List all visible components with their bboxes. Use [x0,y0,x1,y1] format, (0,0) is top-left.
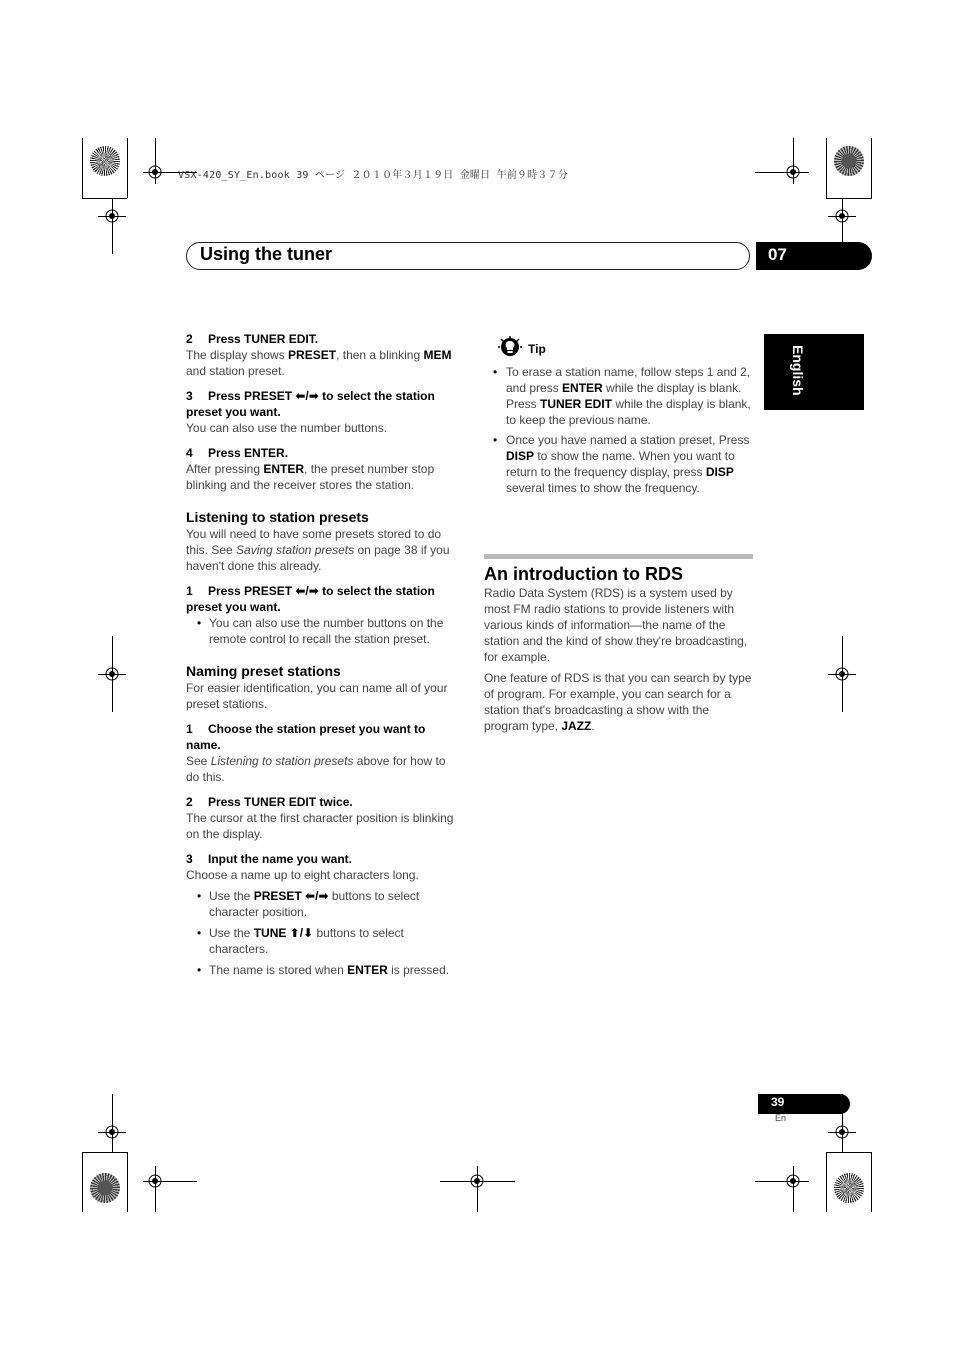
step-title: Press TUNER EDIT twice. [208,795,353,809]
step-title: Press TUNER EDIT. [208,332,319,346]
registration-target-icon [102,664,122,684]
color-calibration-disc-icon [90,1173,120,1203]
step-heading [186,583,462,615]
registration-target-icon [783,1171,803,1191]
crop-mark [127,1152,128,1212]
color-calibration-disc-icon [834,146,864,176]
step-heading [186,388,462,420]
rds-section [484,563,754,734]
body-text: For easier identification, you can name all of your preset stations. [186,681,448,711]
section-heading: An introduction to RDS [484,564,683,584]
color-calibration-disc-icon [834,1173,864,1203]
registration-target-icon [467,1171,487,1191]
registration-target-icon [832,664,852,684]
step-title: Press PRESET ⬅/➡ to select the station preset you want. [186,389,435,419]
page-number: 39 [771,1095,785,1109]
chapter-number: 07 [768,245,787,264]
list-item: • To erase a station name, follow steps 1 and 2, and press ENTER while the display is blank. Press TUNER EDIT while the display is blank, to keep the previous name. [484,364,754,428]
step-number: 4 [186,446,193,460]
registration-target-icon [832,206,852,226]
body-text: One feature of RDS is that you can search by type of program. For example, you can search for a station that's broadcasting a show with the program type, JAZZ. [484,671,752,733]
crop-mark [82,138,83,198]
language-tab [764,334,864,410]
crop-mark [82,1152,83,1212]
step-number: 1 [186,722,193,736]
registration-target-icon [783,162,803,182]
list-item: • Use the TUNE ⬆/⬇ buttons to select characters. [186,925,462,957]
section-heading: Naming preset stations [186,663,341,679]
body-text: After pressing ENTER, the preset number stop blinking and the receiver stores the station. [186,462,435,492]
body-text: You will need to have some presets stored to do this. See Saving station presets on page 38 if you haven't done this already. [186,527,450,573]
lightbulb-tip-icon [498,336,522,360]
left-column [186,331,462,978]
step-heading [186,851,462,867]
step-heading [186,445,462,461]
registration-target-icon [145,162,165,182]
crop-mark [82,198,127,199]
step-number: 1 [186,584,193,598]
crop-mark [826,138,827,198]
body-text: Choose a name up to eight characters long. [186,868,419,882]
step-title: Press ENTER. [208,446,289,460]
body-text: You can also use the number buttons. [186,421,388,435]
step-number: 2 [186,332,193,346]
crop-mark [826,198,872,199]
body-text: See Listening to station presets above for how to do this. [186,754,446,784]
page-language: En [775,1113,787,1123]
step-heading [186,331,462,347]
list-item: • The name is stored when ENTER is pressed. [186,962,462,978]
section-divider [484,554,753,559]
crop-mark [826,1152,827,1212]
list-item: • You can also use the number buttons on the remote control to recall the station preset. [186,615,462,647]
body-text: Radio Data System (RDS) is a system used by most FM radio stations to provide listeners with various kinds of information—the name of the station and the kind of show they're broadcasting, for example. [484,586,748,664]
language-label: English [790,345,806,396]
step-number: 2 [186,795,193,809]
step-title: Choose the station preset you want to name. [186,722,426,752]
crop-mark [127,138,128,198]
body-text: The cursor at the first character position is blinking on the display. [186,811,454,841]
step-heading [186,794,462,810]
body-text: The display shows PRESET, then a blinking MEM and station preset. [186,348,452,378]
step-heading [186,721,462,753]
registration-target-icon [102,206,122,226]
page-title: Using the tuner [200,244,333,264]
step-title: Press PRESET ⬅/➡ to select the station preset you want. [186,584,435,614]
list-item: • Once you have named a station preset, Press DISP to show the name. When you want to return to the frequency display, press DISP several times to show the frequency. [484,432,754,496]
tip-label: Tip [528,342,546,356]
step-number: 3 [186,852,193,866]
list-item: • Use the PRESET ⬅/➡ buttons to select character position. [186,888,462,920]
crop-mark [82,1152,127,1153]
step-number: 3 [186,389,193,403]
color-calibration-disc-icon [90,146,120,176]
crop-mark [826,1152,872,1153]
print-slug-line: VSX-420_SY_En.book 39 ページ ２０１０年３月１９日 金曜日 午前９時３７分 [178,170,568,181]
registration-target-icon [145,1171,165,1191]
tip-list [484,364,754,496]
section-heading: Listening to station presets [186,509,369,525]
crop-mark [871,1152,872,1212]
registration-target-icon [102,1122,122,1142]
registration-target-icon [832,1122,852,1142]
crop-mark [871,138,872,198]
step-title: Input the name you want. [208,852,353,866]
